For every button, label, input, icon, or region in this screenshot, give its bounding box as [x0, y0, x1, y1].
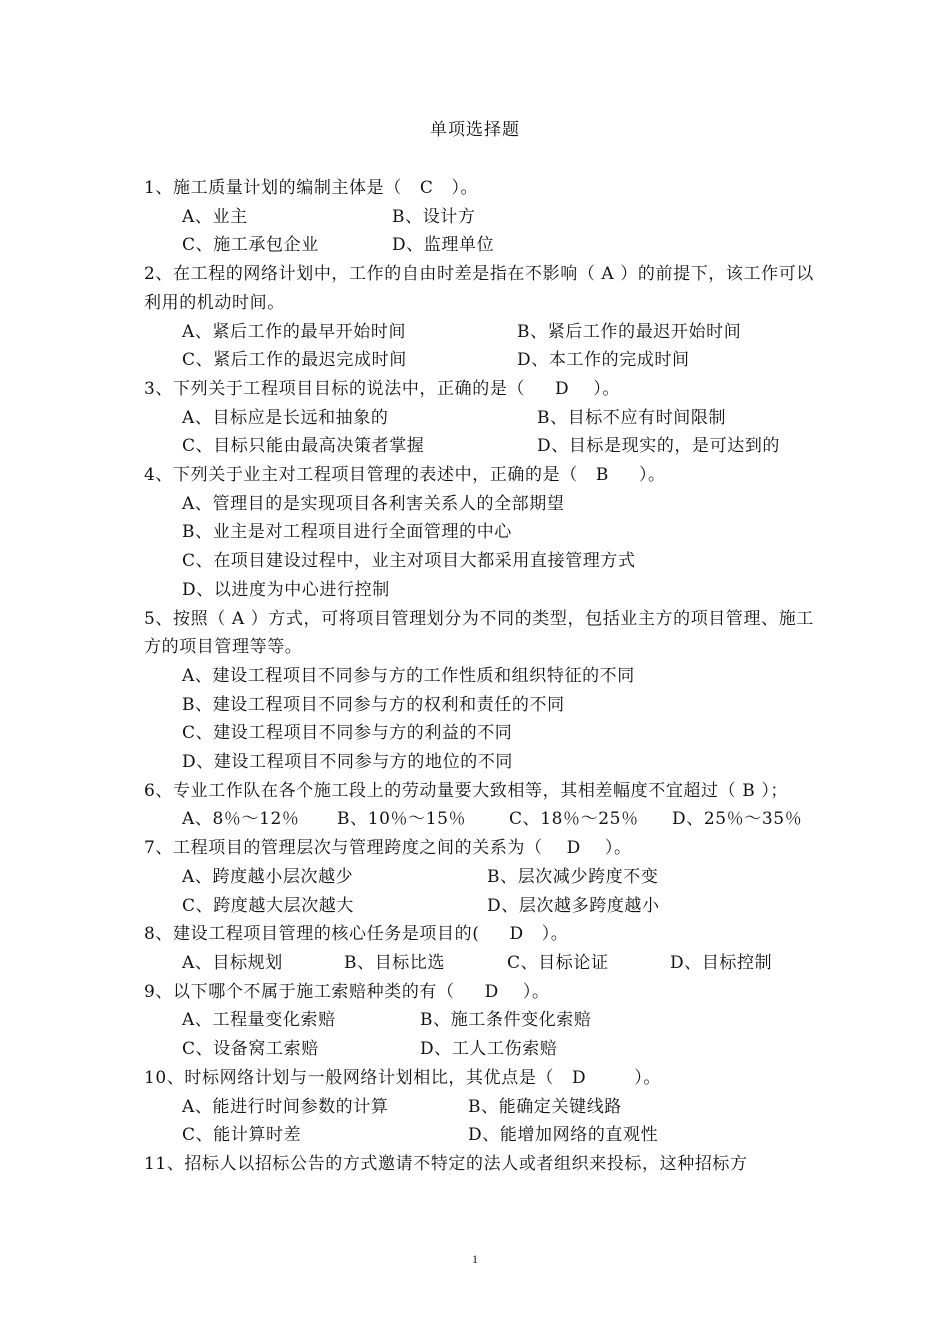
option-b: B、能确定关键线路	[468, 1096, 622, 1117]
option-row	[144, 432, 814, 461]
option-row	[144, 805, 814, 834]
option-row	[144, 318, 814, 347]
option-c: C、18％～25％	[509, 809, 639, 830]
option-row	[144, 231, 814, 260]
option-a: A、工程量变化索赔	[182, 1010, 336, 1031]
question-stem: 4、下列关于业主对工程项目管理的表述中，正确的是（ B ）。	[144, 465, 666, 486]
option-b: B、10％～15％	[337, 809, 467, 830]
option-row	[144, 1093, 814, 1122]
option-c: C、紧后工作的最迟完成时间	[182, 350, 407, 371]
option-b: B、设计方	[392, 206, 476, 227]
question-stem: 8、建设工程项目管理的核心任务是项目的( D ）。	[144, 924, 569, 945]
option-row	[144, 892, 814, 921]
option-b: B、施工条件变化索赔	[420, 1010, 592, 1031]
question-stem: 11、招标人以招标公告的方式邀请不特定的法人或者组织来投标，这种招标方	[144, 1153, 748, 1174]
question-list	[144, 174, 814, 1179]
page-title: 单项选择题	[430, 120, 520, 140]
option-d: D、建设工程项目不同参与方的地位的不同	[182, 752, 514, 773]
question-stem: 6、专业工作队在各个施工段上的劳动量要大致相等，其相差幅度不宜超过（ B ）；	[144, 780, 789, 801]
option-c: C、设备窝工索赔	[182, 1039, 319, 1060]
option-d: D、层次越多跨度越小	[487, 895, 660, 916]
option-b: B、层次减少跨度不变	[487, 866, 659, 887]
option-a: A、目标应是长远和抽象的	[182, 407, 389, 428]
option-c: C、目标只能由最高决策者掌握	[182, 436, 425, 457]
question-stem: 9、以下哪个不属于施工索赔种类的有（ D ）。	[144, 981, 550, 1002]
option-d: D、监理单位	[392, 235, 495, 256]
option-b: B、目标不应有时间限制	[537, 407, 727, 428]
question-stem: 7、工程项目的管理层次与管理跨度之间的关系为（ D ）。	[144, 838, 632, 859]
option-row	[144, 1006, 814, 1035]
option-a: A、能进行时间参数的计算	[182, 1096, 389, 1117]
option-d: D、目标控制	[670, 952, 773, 973]
option-a: A、管理目的是实现项目各利害关系人的全部期望	[182, 493, 565, 514]
option-a: A、跨度越小层次越少	[182, 866, 354, 887]
option-d: D、工人工伤索赔	[420, 1039, 558, 1060]
question-stem: 10、时标网络计划与一般网络计划相比，其优点是（ D ）。	[144, 1067, 662, 1088]
option-row	[144, 1121, 814, 1150]
option-c: C、在项目建设过程中，业主对项目大都采用直接管理方式	[182, 551, 636, 572]
option-a: A、紧后工作的最早开始时间	[182, 321, 407, 342]
option-b: B、目标比选	[344, 952, 446, 973]
option-c: C、施工承包企业	[182, 235, 319, 256]
option-row	[144, 863, 814, 892]
option-b: B、建设工程项目不同参与方的权利和责任的不同	[182, 694, 565, 715]
option-b: B、紧后工作的最迟开始时间	[517, 321, 742, 342]
option-row	[144, 404, 814, 433]
option-c: C、目标论证	[507, 952, 609, 973]
option-row	[144, 1035, 814, 1064]
option-a: A、8％～12％	[182, 809, 300, 830]
question-stem: 5、按照（ A ）方式，可将项目管理划分为不同的类型，包括业主方的项目管理、施工方的项目管理等等。	[144, 608, 814, 658]
option-row	[144, 346, 814, 375]
option-d: D、25％～35％	[672, 809, 803, 830]
option-d: D、以进度为中心进行控制	[182, 579, 390, 600]
option-c: C、建设工程项目不同参与方的利益的不同	[182, 723, 513, 744]
question-stem: 1、施工质量计划的编制主体是（ C ）。	[144, 178, 479, 198]
question-stem: 3、下列关于工程项目目标的说法中，正确的是（ D ）。	[144, 378, 620, 399]
option-b: B、业主是对工程项目进行全面管理的中心	[182, 522, 512, 543]
option-d: D、能增加网络的直观性	[468, 1125, 659, 1146]
option-row	[144, 949, 814, 978]
option-row	[144, 203, 814, 232]
option-c: C、跨度越大层次越大	[182, 895, 355, 916]
page-number: 1	[472, 1252, 478, 1266]
option-a: A、建设工程项目不同参与方的工作性质和组织特征的不同	[182, 665, 635, 686]
option-c: C、能计算时差	[182, 1125, 302, 1146]
question-stem: 2、在工程的网络计划中，工作的自由时差是指在不影响（ A ）的前提下，该工作可以利用的机动时间。	[144, 264, 814, 313]
option-a: A、业主	[182, 206, 248, 227]
option-d: D、本工作的完成时间	[517, 350, 690, 371]
option-a: A、目标规划	[182, 952, 283, 973]
option-d: D、目标是现实的，是可达到的	[537, 436, 781, 457]
